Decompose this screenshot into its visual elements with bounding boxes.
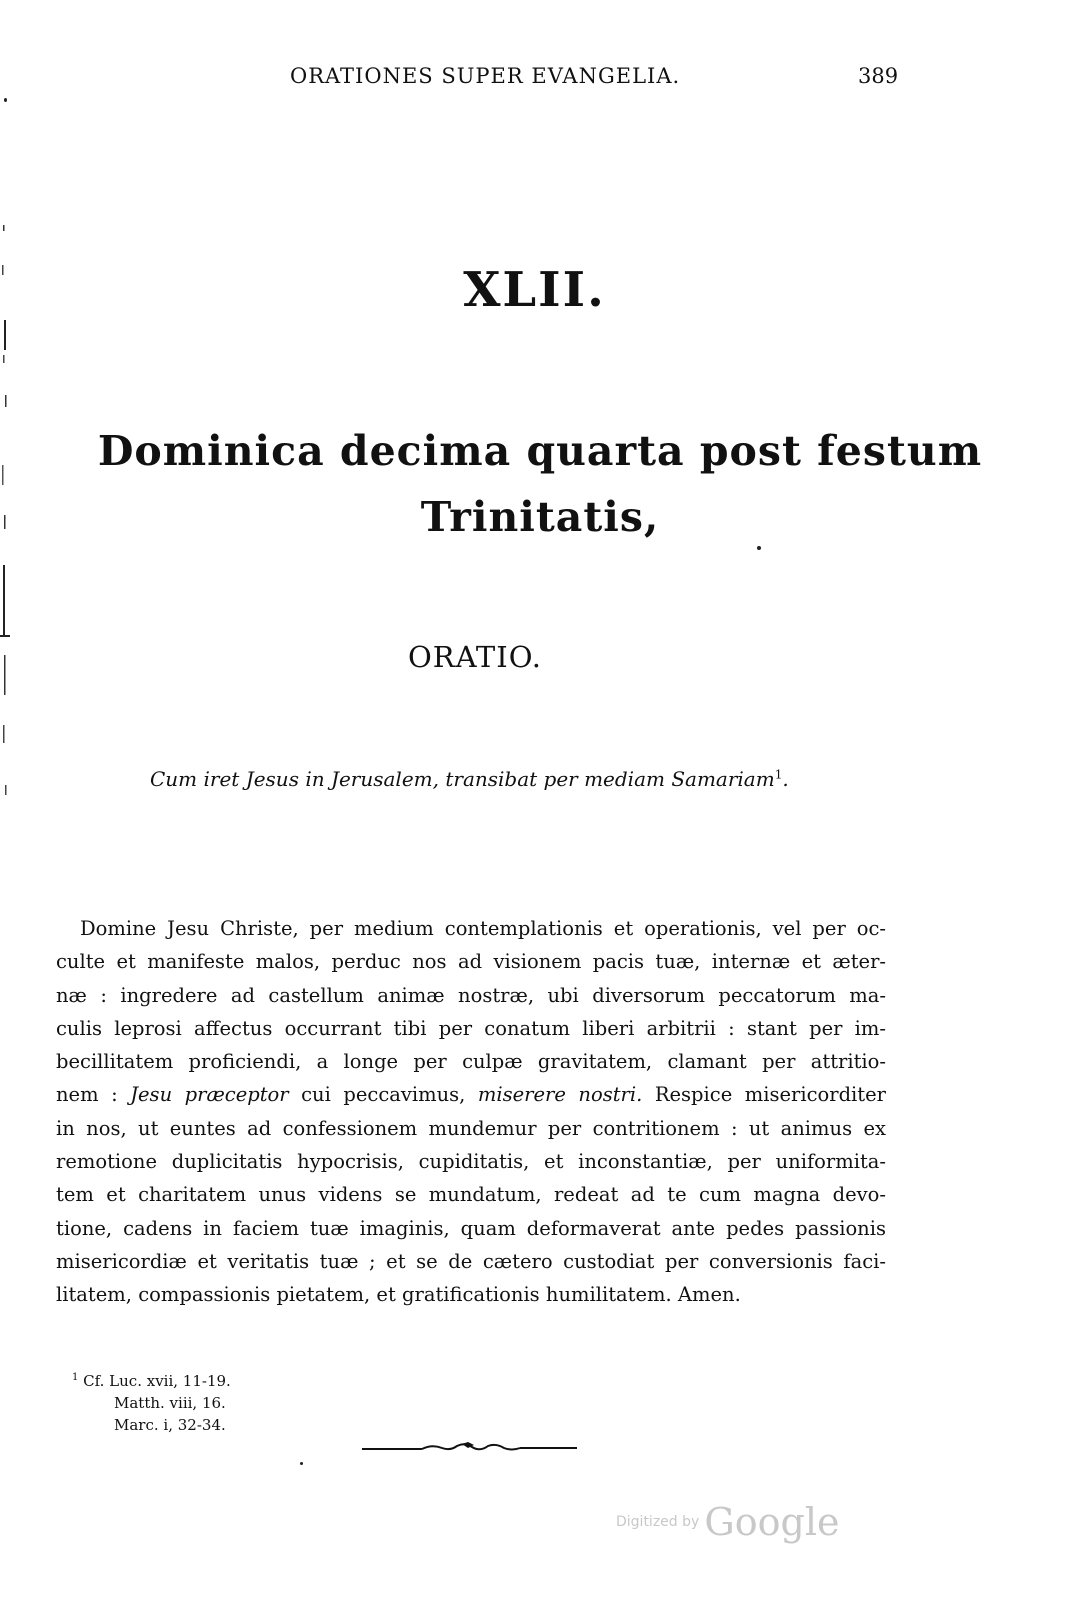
text-line: næ : ingredere ad castellum animæ nostræ, ubi diversorum peccatorum ma- [56,983,886,1007]
text-fragment: cui peccavimus, [288,1083,478,1107]
epigraph-text: Cum iret Jesus in Jerusalem, transibat per mediam Samariam [150,767,775,791]
text-fragment: nem : [56,1083,131,1107]
epigraph [150,767,789,791]
footnote-line: Marc. i, 32-34. [114,1416,226,1434]
ornamental-rule-icon [362,1440,577,1456]
footnotes [72,1367,231,1436]
running-head: ORATIONES SUPER EVANGELIA. [290,64,681,88]
chapter-number: XLII. [463,262,606,318]
italic-quote-1: Jesu præceptor [130,1083,289,1107]
section-heading-text: ORATIO. [407,640,543,674]
scan-speck [757,546,761,550]
text-line: misericordiæ et veritatis tuæ ; et se de cætero custodiat per conversionis faci- [56,1249,886,1273]
section-heading [0,640,950,674]
chapter-title [60,418,1020,550]
chapter-title-line-1: Dominica decima quarta post festum [97,427,983,475]
text-line: tem et charitatem unus videns se mundatum, redeat ad te cum magna devo- [56,1183,886,1207]
text-line: in nos, ut euntes ad confessionem mundemur per contritionem : ut animus ex [56,1116,886,1140]
footnote-text: Cf. Luc. xvii, 11-19. [83,1372,231,1390]
digitized-by-google-watermark [616,1500,839,1544]
text-line: Domine Jesu Christe, per medium contemplationis et operationis, vel per oc- [80,917,886,940]
text-line-with-italics [56,1078,886,1111]
epigraph-period: . [782,767,789,791]
text-line: tione, cadens in faciem tuæ imaginis, quam deformaverat ante pedes passionis [56,1216,886,1240]
page-number: 389 [858,64,899,88]
text-line: becillitatem proficiendi, a longe per culpæ gravitatem, clamant per attritio- [56,1050,886,1074]
scan-speck [300,1462,303,1465]
footnote-mark: 1 [72,1372,79,1383]
prayer-text [56,912,886,1312]
footnote-line [72,1367,231,1392]
watermark-prefix: Digitized by [616,1514,700,1530]
text-line: remotione duplicitatis hypocrisis, cupiditatis, et inconstantiæ, per uniformita- [56,1150,886,1174]
footnote-line: Matth. viii, 16. [114,1394,226,1412]
text-line: litatem, compassionis pietatem, et gratificationis humilitatem. Amen. [56,1283,741,1307]
scan-speck [4,98,7,102]
text-line: culis leprosi affectus occurrant tibi per conatum liberi arbitrii : stant per im- [56,1016,886,1040]
text-line: culte et manifeste malos, perduc nos ad visionem pacis tuæ, internæ et æter- [56,950,886,974]
italic-quote-2: miserere nostri. [477,1083,643,1107]
footnote-reference[interactable]: 1 [774,767,783,782]
chapter-title-line-2: Trinitatis, [420,493,660,541]
google-logo: Google [704,1500,840,1544]
text-fragment: Respice misericorditer [642,1083,886,1107]
